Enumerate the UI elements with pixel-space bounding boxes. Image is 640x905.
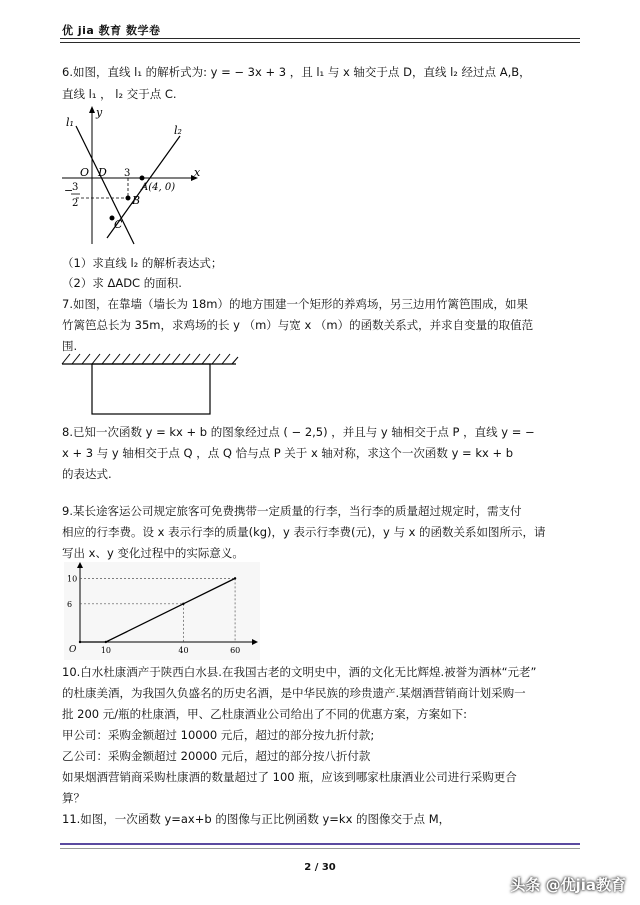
- q10-line3: 批 200 元/瓶的杜康酒，甲、乙杜康酒业公司给出了不同的优惠方案，方案如下:: [62, 707, 468, 721]
- page-number: 2 / 30: [304, 862, 336, 873]
- q8-line3: 的表达式.: [62, 467, 112, 481]
- q6-label-origin: O: [80, 166, 90, 179]
- q6-label-frac-den: 2: [72, 198, 79, 209]
- q6-label-l1: l₁: [66, 116, 74, 129]
- q11-line1: 11.如图，一次函数 y=ax+b 的图像与正比例函数 y=kx 的图像交于点 M，: [62, 812, 451, 826]
- q6-label-x: x: [194, 166, 201, 179]
- q9-data-point: [105, 641, 107, 643]
- q9-data-point: [79, 641, 81, 643]
- q6-line1: 6.如图，直线 l₁ 的解析式为: y = − 3x + 3 ，且 l₁ 与 x 轴交于点 D，直线 l₂ 经过点 A,B，: [62, 65, 531, 79]
- q6-label-frac-minus: −: [64, 184, 74, 197]
- q9-y-tick-label: 10: [67, 574, 78, 584]
- q10-line4: 甲公司：采购金额超过 10000 元后，超过的部分按九折付款;: [62, 728, 375, 742]
- q6-label-b: B: [132, 194, 141, 207]
- q9-data-point: [182, 603, 184, 605]
- q6-label-frac-num: 3: [72, 182, 79, 193]
- q10-line1: 10.白水杜康酒产于陕西白水县.在我国古老的文明史中，酒的文化无比辉煌.被誉为酒林“元老”: [62, 665, 537, 679]
- q10-line6: 如果烟酒营销商采购杜康酒的数量超过了 100 瓶，应该到哪家杜康酒业公司进行采购更合: [62, 770, 517, 784]
- q9-y-tick-label: 6: [67, 599, 73, 609]
- header-title: 优 jia 教育 数学卷: [62, 24, 161, 37]
- q6-sub2: （2）求 ΔADC 的面积.: [62, 276, 182, 290]
- q9-chart: [64, 562, 260, 660]
- q6-label-tick3: 3: [124, 168, 131, 179]
- q10-line2: 的杜康美酒，为我国久负盛名的历史名酒，是中华民族的珍贵遗产.某烟酒营销商计划采购一: [62, 686, 526, 700]
- q6-point-a: [140, 176, 145, 181]
- q9-line3: 写出 x、y 变化过程中的实际意义。: [62, 546, 244, 560]
- q9-line2: 相应的行李费。设 x 表示行李的质量(kg)，y 表示行李费(元)，y 与 x 的函数关系如图所示，请: [62, 525, 546, 539]
- q6-line2: 直线 l₁ ， l₂ 交于点 C.: [62, 87, 177, 101]
- q8-line2: x + 3 与 y 轴相交于点 Q ，点 Q 恰与点 P 关于 x 轴对称，求这个一次函数 y = kx + b: [62, 446, 514, 460]
- q6-figure: [62, 106, 202, 248]
- q6-label-c: C: [114, 218, 123, 231]
- q6-point-b: [126, 196, 131, 201]
- q6-sub1: （1）求直线 l₂ 的解析表达式；: [62, 256, 223, 270]
- q9-origin-label: O: [69, 645, 77, 655]
- q7-wall-hatch: [62, 354, 238, 364]
- q6-label-d: D: [98, 166, 107, 179]
- q7-line3: 围.: [62, 339, 78, 353]
- q9-x-tick-label: 60: [230, 646, 241, 655]
- q7-coop: [92, 364, 210, 414]
- q9-line1: 9.某长途客运公司规定旅客可免费携带一定质量的行李，当行李的质量超过规定时，需支付: [62, 504, 522, 518]
- q9-x-tick-label: 40: [178, 646, 189, 655]
- footer-rule-bottom: [60, 848, 580, 849]
- q6-label-a: A(4, 0): [141, 182, 176, 193]
- q8-line1: 8.已知一次函数 y = kx + b 的图象经过点 ( − 2,5) ，并且与 y 轴相交于点 P ，直线 y = −: [62, 425, 535, 439]
- header-rule-top: [60, 38, 580, 39]
- q9-data-point: [234, 577, 236, 579]
- q6-label-y: y: [96, 106, 103, 119]
- watermark: 头条 @优jia教育: [510, 876, 626, 894]
- q10-line7: 算？: [62, 791, 85, 805]
- q6-label-l2: l₂: [174, 124, 182, 137]
- footer-rule-top: [60, 843, 580, 845]
- header-rule-bottom: [60, 42, 580, 43]
- q10-line5: 乙公司：采购金额超过 20000 元后，超过的部分按八折付款: [62, 749, 371, 763]
- q7-figure: [60, 352, 240, 418]
- q7-line2: 竹篱笆总长为 35m，求鸡场的长 y （m）与宽 x （m）的函数关系式，并求自变量的取值范: [62, 318, 534, 332]
- q7-line1: 7.如图，在靠墙（墙长为 18m）的地方围建一个矩形的养鸡场，另三边用竹篱笆围成，如果: [62, 297, 528, 311]
- q9-x-tick-label: 10: [100, 646, 112, 655]
